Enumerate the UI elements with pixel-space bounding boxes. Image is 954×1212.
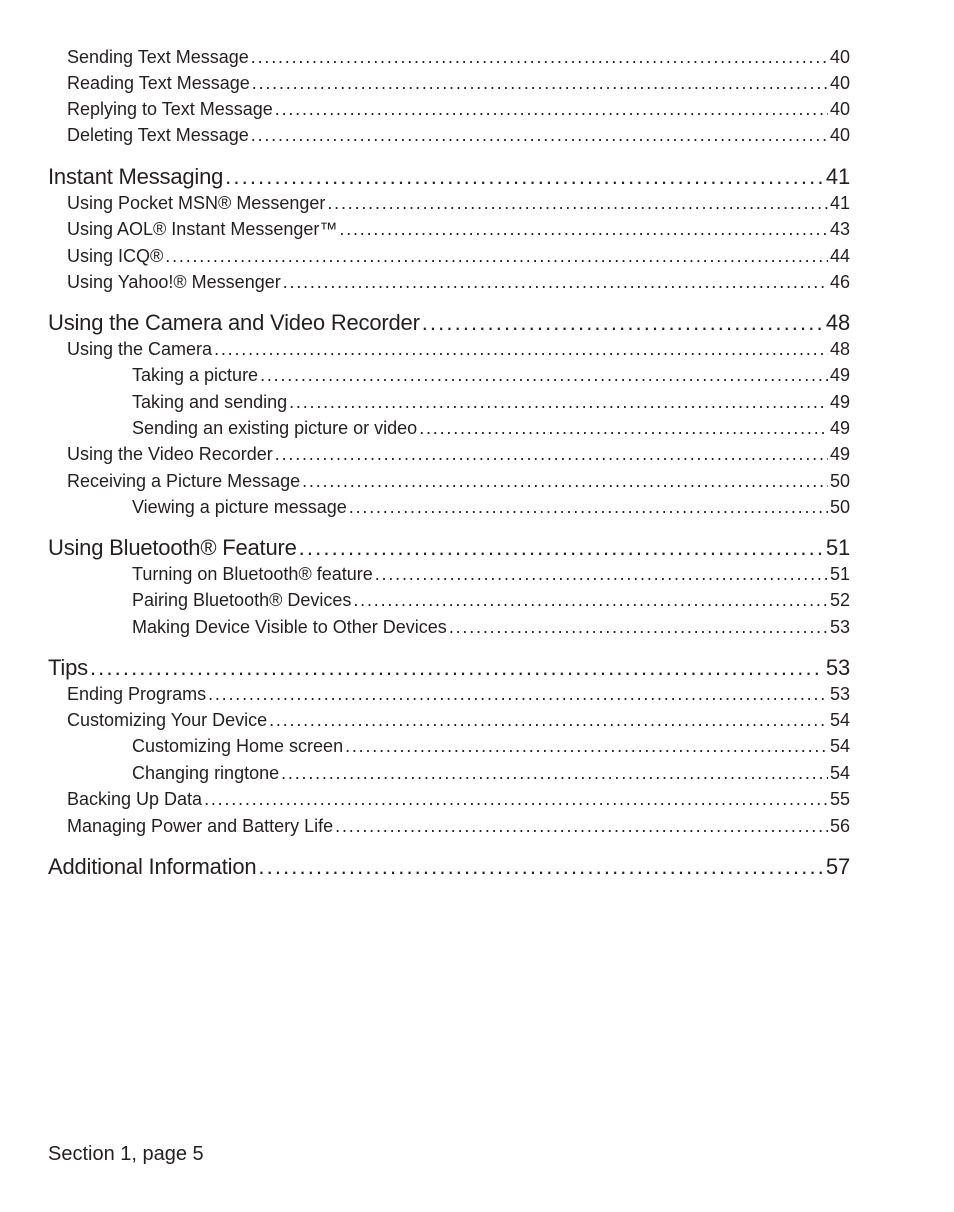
- toc-entry-title: Using Pocket MSN® Messenger: [67, 193, 326, 213]
- toc-entry-page-number: 41: [825, 164, 850, 189]
- toc-entry-title: Additional Information: [48, 854, 257, 879]
- toc-entry-title: Taking and sending: [132, 392, 288, 412]
- toc-entry-title: Using Bluetooth® Feature: [48, 535, 297, 560]
- toc-entry-title: Sending an existing picture or video: [132, 418, 418, 438]
- dot-leader: [258, 854, 824, 880]
- toc-entry-page-number: 40: [829, 125, 850, 145]
- toc-entry-page-number: 46: [829, 272, 850, 292]
- toc-entry[interactable]: [132, 763, 850, 784]
- toc-entry-page-number: 48: [829, 339, 850, 359]
- toc-entry-page-number: 54: [829, 763, 850, 783]
- toc-entry-page-number: 50: [829, 471, 850, 491]
- dot-leader: [281, 763, 828, 784]
- toc-entry-title: Using AOL® Instant Messenger™: [67, 219, 338, 239]
- dot-leader: [289, 392, 828, 413]
- toc-entry-title: Ending Programs: [67, 684, 207, 704]
- toc-entry-page-number: 49: [829, 444, 850, 464]
- toc-entry[interactable]: [67, 816, 850, 837]
- dot-leader: [252, 73, 828, 94]
- toc-entry-page-number: 40: [829, 47, 850, 67]
- toc-section-heading[interactable]: [48, 164, 850, 190]
- toc-entry-page-number: 40: [829, 73, 850, 93]
- toc-entry-title: Sending Text Message: [67, 47, 249, 67]
- toc-entry[interactable]: [67, 789, 850, 810]
- dot-leader: [165, 246, 828, 267]
- toc-entry[interactable]: [132, 590, 850, 611]
- dot-leader: [275, 444, 828, 465]
- dot-leader: [251, 125, 828, 146]
- dot-leader: [302, 471, 828, 492]
- toc-entry-title: Using ICQ®: [67, 246, 164, 266]
- dot-leader: [339, 219, 828, 240]
- toc-entry[interactable]: [132, 365, 850, 386]
- dot-leader: [90, 655, 824, 681]
- toc-entry-title: Making Device Visible to Other Devices: [132, 617, 447, 637]
- toc-entry[interactable]: [67, 219, 850, 240]
- toc-entry-title: Taking a picture: [132, 365, 259, 385]
- toc-entry[interactable]: [132, 418, 850, 439]
- toc-entry-title: Changing ringtone: [132, 763, 280, 783]
- toc-entry-title: Viewing a picture message: [132, 497, 347, 517]
- toc-entry-page-number: 57: [825, 854, 850, 879]
- page-footer: Section 1, page 5: [48, 1143, 204, 1165]
- toc-entry[interactable]: [132, 564, 850, 585]
- dot-leader: [419, 418, 828, 439]
- toc-section-heading[interactable]: [48, 854, 850, 880]
- dot-leader: [422, 310, 824, 336]
- toc-section-heading[interactable]: [48, 310, 850, 336]
- dot-leader: [275, 99, 828, 120]
- dot-leader: [283, 272, 828, 293]
- toc-entry-title: Using the Camera and Video Recorder: [48, 310, 420, 335]
- toc-entry-title: Using the Camera: [67, 339, 213, 359]
- dot-leader: [375, 564, 828, 585]
- toc-section-heading[interactable]: [48, 655, 850, 681]
- toc-entry[interactable]: [132, 736, 850, 757]
- toc-entry-page-number: 52: [829, 590, 850, 610]
- toc-entry-title: Using the Video Recorder: [67, 444, 273, 464]
- toc-entry-page-number: 49: [829, 418, 850, 438]
- toc-entry-title: Managing Power and Battery Life: [67, 816, 334, 836]
- toc-entry-page-number: 54: [829, 736, 850, 756]
- toc-entry-title: Deleting Text Message: [67, 125, 249, 145]
- toc-entry[interactable]: [67, 272, 850, 293]
- toc-entry[interactable]: [67, 684, 850, 705]
- dot-leader: [449, 617, 828, 638]
- toc-entry[interactable]: [67, 471, 850, 492]
- toc-entry-page-number: 53: [829, 617, 850, 637]
- toc-entry-page-number: 53: [825, 655, 850, 680]
- dot-leader: [208, 684, 828, 705]
- dot-leader: [214, 339, 828, 360]
- toc-entry-title: Using Yahoo!® Messenger: [67, 272, 281, 292]
- toc-entry-title: Backing Up Data: [67, 789, 203, 809]
- toc-entry[interactable]: [67, 710, 850, 731]
- toc-entry-title: Replying to Text Message: [67, 99, 273, 119]
- dot-leader: [335, 816, 828, 837]
- toc-entry-title: Tips: [48, 655, 88, 680]
- toc-entry-title: Instant Messaging: [48, 164, 224, 189]
- toc-entry[interactable]: [67, 246, 850, 267]
- dot-leader: [349, 497, 828, 518]
- dot-leader: [299, 535, 824, 561]
- dot-leader: [269, 710, 828, 731]
- toc-entry-page-number: 44: [829, 246, 850, 266]
- dot-leader: [345, 736, 828, 757]
- toc-entry[interactable]: [132, 392, 850, 413]
- toc-entry-page-number: 43: [829, 219, 850, 239]
- toc-entry-page-number: 41: [829, 193, 850, 213]
- toc-entry-page-number: 51: [829, 564, 850, 584]
- toc-section-heading[interactable]: [48, 535, 850, 561]
- toc-entry-title: Reading Text Message: [67, 73, 250, 93]
- dot-leader: [204, 789, 828, 810]
- dot-leader: [260, 365, 828, 386]
- toc-entry-page-number: 40: [829, 99, 850, 119]
- toc-entry-title: Receiving a Picture Message: [67, 471, 301, 491]
- toc-entry[interactable]: [67, 339, 850, 360]
- toc-entry-page-number: 55: [829, 789, 850, 809]
- toc-entry-page-number: 48: [825, 310, 850, 335]
- toc-entry-page-number: 49: [829, 392, 850, 412]
- toc-entry[interactable]: [67, 125, 850, 146]
- toc-entry[interactable]: [67, 73, 850, 94]
- dot-leader: [225, 164, 824, 190]
- toc-entry-page-number: 54: [829, 710, 850, 730]
- dot-leader: [251, 47, 828, 68]
- toc-entry[interactable]: [132, 617, 850, 638]
- toc-entry[interactable]: [67, 444, 850, 465]
- toc-entry-page-number: 49: [829, 365, 850, 385]
- toc-entry[interactable]: [67, 47, 850, 68]
- toc-entry-title: Customizing Home screen: [132, 736, 344, 756]
- toc-entry-page-number: 56: [829, 816, 850, 836]
- toc-entry-title: Customizing Your Device: [67, 710, 268, 730]
- dot-leader: [353, 590, 828, 611]
- toc-entry[interactable]: [132, 497, 850, 518]
- toc-entry-page-number: 50: [829, 497, 850, 517]
- toc-entry-page-number: 53: [829, 684, 850, 704]
- toc-entry-page-number: 51: [825, 535, 850, 560]
- dot-leader: [327, 193, 828, 214]
- toc-entry-title: Turning on Bluetooth® feature: [132, 564, 373, 584]
- toc-entry[interactable]: [67, 193, 850, 214]
- toc-entry[interactable]: [67, 99, 850, 120]
- toc-entry-title: Pairing Bluetooth® Devices: [132, 590, 352, 610]
